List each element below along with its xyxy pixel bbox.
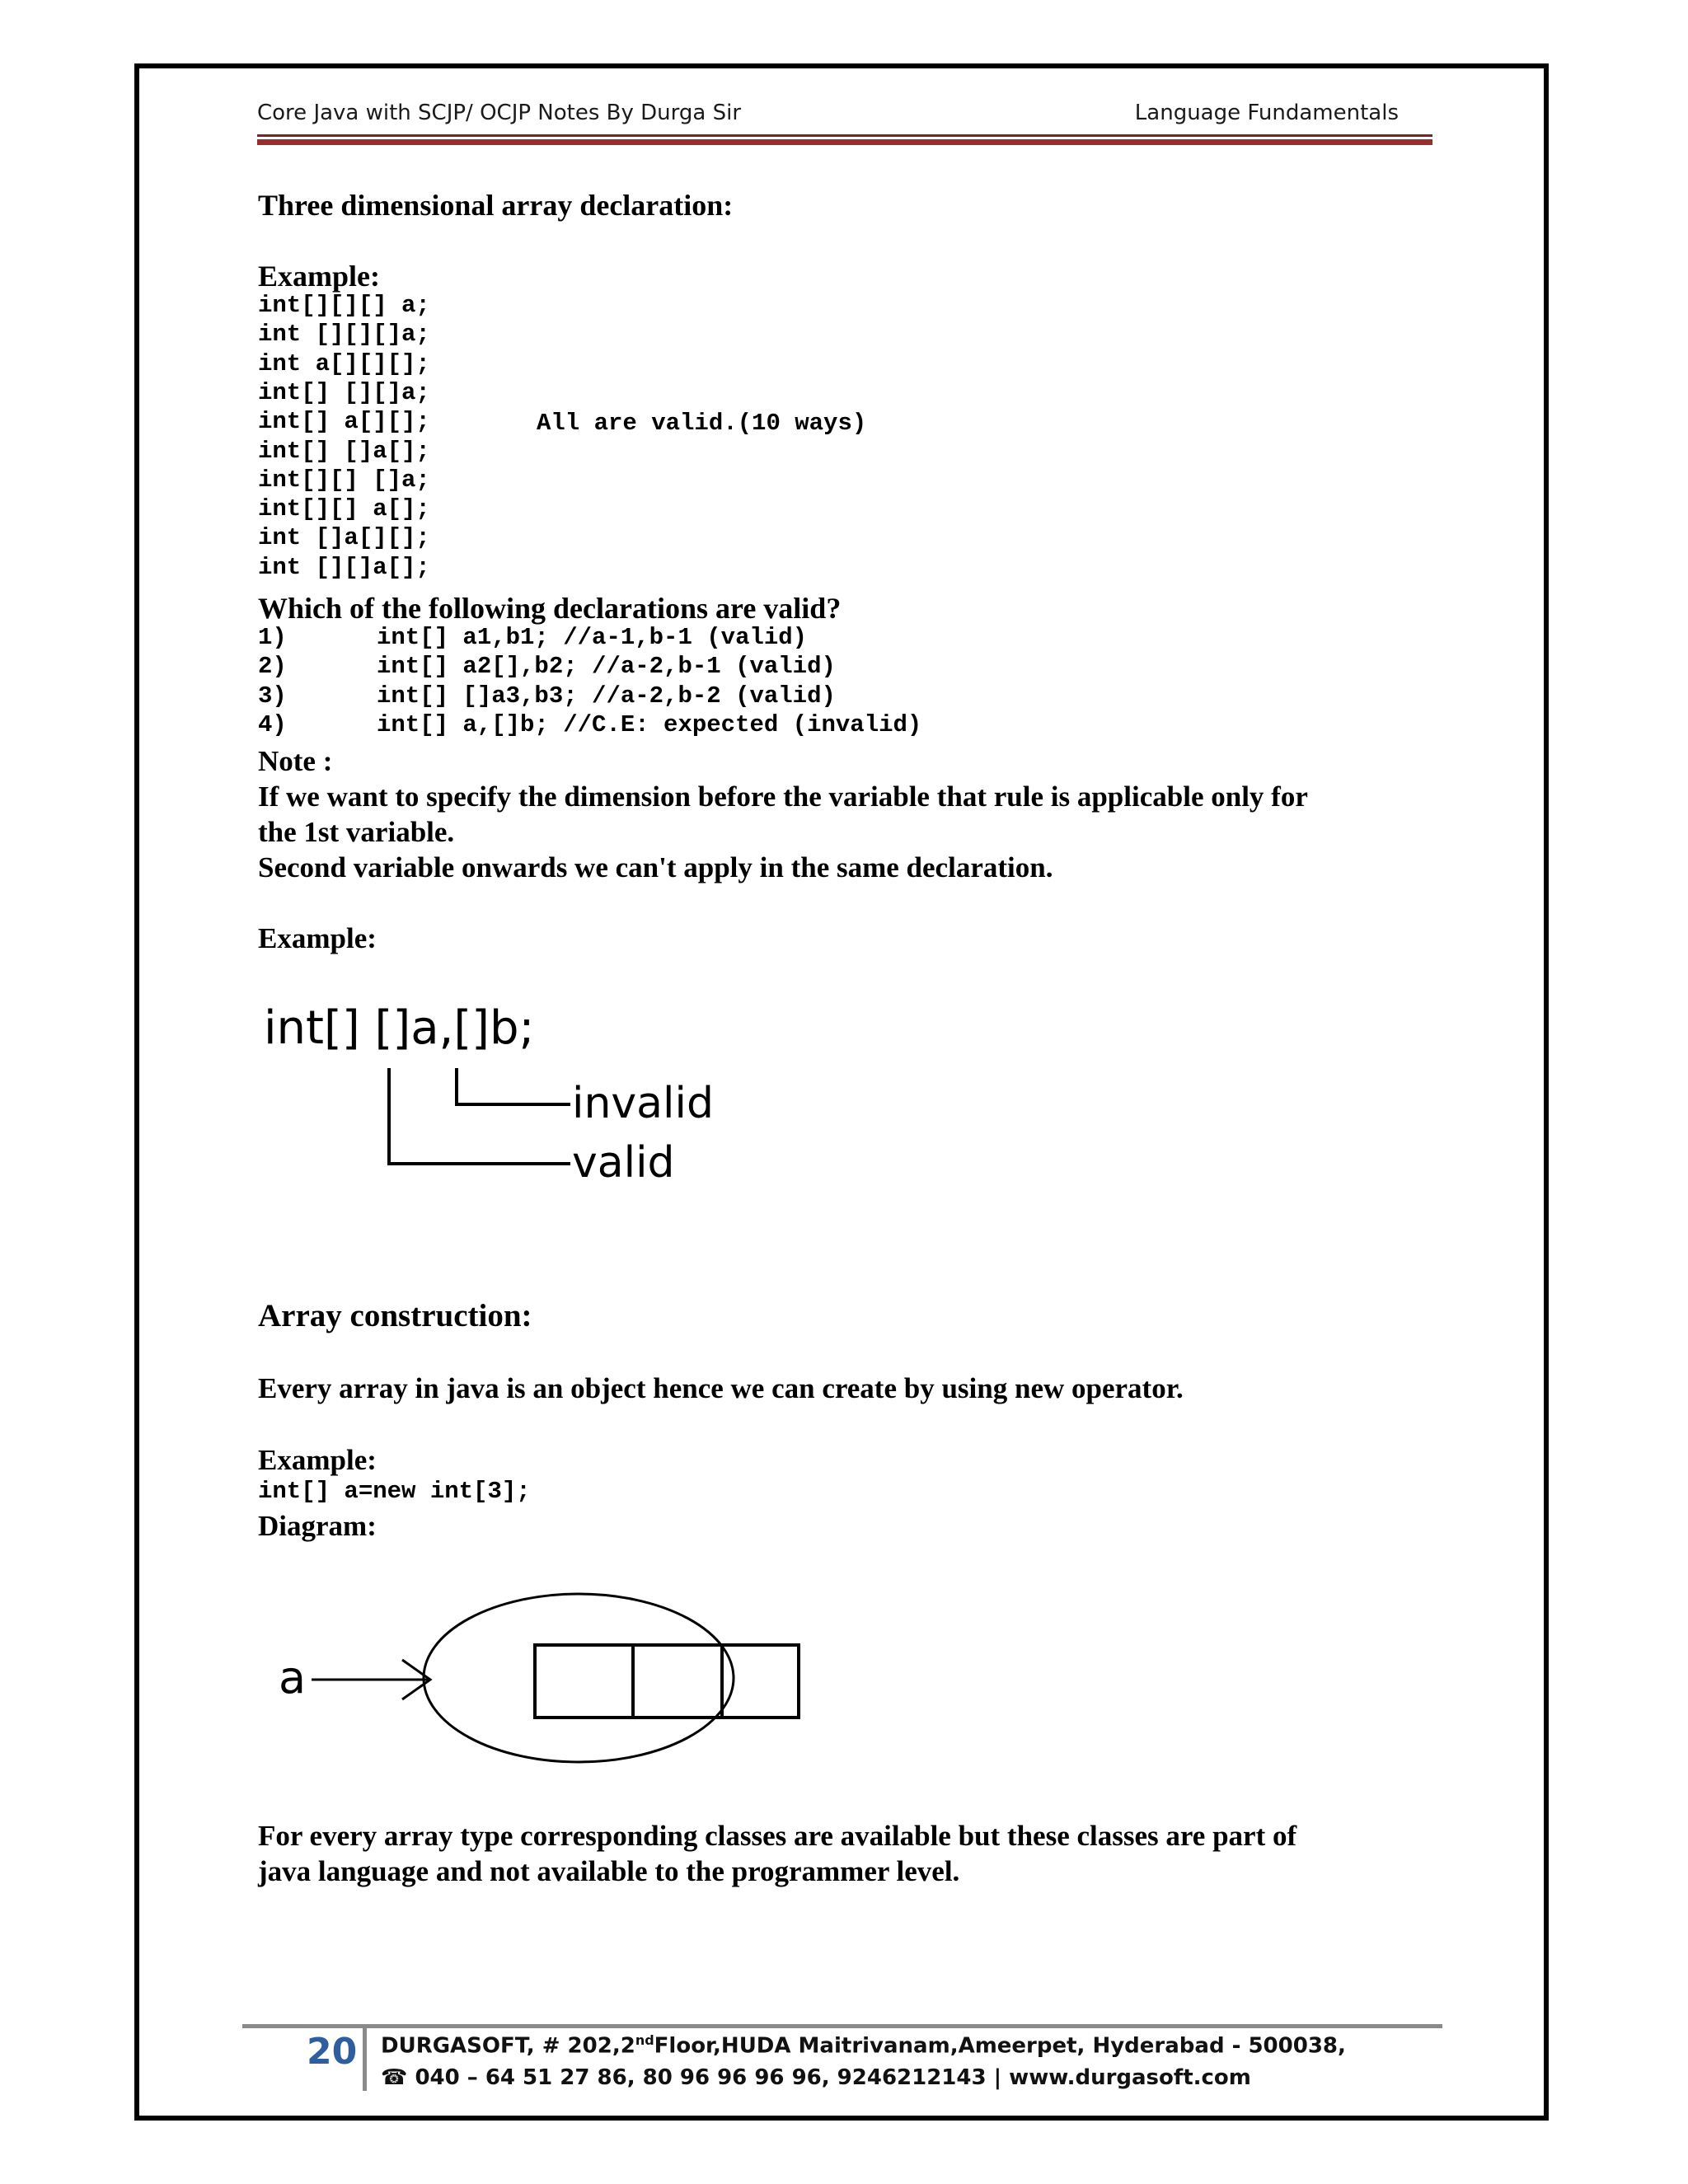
note-line-1: If we want to specify the dimension before the variable that rule is applicable only for — [258, 780, 1308, 813]
array-object-ellipse — [424, 1594, 734, 1762]
code-line: int[] [][]a; — [258, 378, 430, 406]
question-item-code: int[] a2[],b2; //a-2,b-1 (valid) — [377, 653, 836, 681]
reference-a: a — [279, 1652, 307, 1704]
question-item-code: int[] a,[]b; //C.E: expected (invalid) — [377, 710, 922, 738]
question-title: Which of the following declarations are valid? — [258, 592, 842, 625]
header-chapter-title: Language Fundamentals — [1134, 101, 1399, 125]
construction-code: int[] a=new int[3]; — [258, 1478, 531, 1505]
footer-divider — [363, 2028, 367, 2091]
array-object-text: Every array in java is an object hence we can create by using new operator. — [258, 1372, 1184, 1404]
note-line-2: the 1st variable. — [258, 816, 455, 848]
declaration-figure — [256, 997, 750, 1195]
code-line: int[] a[][]; — [258, 408, 430, 436]
question-item-code: int[] []a3,b3; //a-2,b-2 (valid) — [377, 682, 836, 710]
question-item-number: 3) — [258, 682, 287, 710]
code-line: int a[][][]; — [258, 349, 430, 377]
footer-address-pre: DURGASOFT, # 202,2 — [381, 2033, 635, 2059]
example-label-3: Example: — [258, 1444, 377, 1476]
section-title-array-construction: Array construction: — [258, 1298, 532, 1333]
phone-icon: ☎ — [381, 2065, 408, 2090]
footer-rule — [242, 2024, 1442, 2028]
page-number: 20 — [307, 2031, 358, 2073]
code-line: int []a[][]; — [258, 524, 430, 552]
code-line: int[][] []a; — [258, 466, 430, 494]
question-item-number: 1) — [258, 624, 287, 651]
array-classes-line-1: For every array type corresponding classes are available but these classes are part of — [258, 1820, 1297, 1852]
header-rule-thin — [257, 134, 1432, 137]
diagram-label: Diagram: — [258, 1510, 377, 1542]
question-item-code: int[] a1,b1; //a-1,b-1 (valid) — [377, 624, 808, 651]
figure-code: int[] []a,[]b; — [264, 1001, 535, 1055]
footer-contact — [381, 2065, 1251, 2090]
question-item-number: 2) — [258, 653, 287, 681]
array-cells-box — [535, 1645, 799, 1718]
footer-address-sup: nd — [635, 2032, 654, 2048]
code-line: int[] []a[]; — [258, 437, 430, 465]
question-item-number: 4) — [258, 710, 287, 738]
code-line: int[][][] a; — [258, 292, 430, 319]
array-classes-line-2: java language and not available to the programmer level. — [258, 1855, 960, 1887]
example-label-1: Example: — [258, 260, 380, 293]
example-label-2: Example: — [258, 922, 377, 954]
all-valid-note: All are valid.(10 ways) — [537, 410, 867, 437]
code-line: int[][] a[]; — [258, 495, 430, 523]
array-cell-dividers — [633, 1645, 722, 1718]
footer-contact-text: 040 – 64 51 27 86, 80 96 96 96 96, 9246212143 | www.durgasoft.com — [407, 2065, 1251, 2090]
section-title-3d-array: Three dimensional array declaration: — [258, 189, 734, 222]
footer-address — [381, 2032, 1346, 2059]
label-valid: valid — [572, 1138, 675, 1188]
array-diagram — [264, 1582, 890, 1788]
code-line: int [][]a[]; — [258, 553, 430, 581]
header-book-title: Core Java with SCJP/ OCJP Notes By Durga Sir — [257, 101, 742, 125]
label-invalid: invalid — [572, 1079, 714, 1128]
footer-address-post: Floor,HUDA Maitrivanam,Ameerpet, Hyderabad - 500038, — [654, 2033, 1346, 2059]
header-rule-thick — [257, 139, 1432, 145]
note-line-3: Second variable onwards we can't apply in the same declaration. — [258, 851, 1053, 883]
note-label: Note : — [258, 745, 333, 777]
code-line: int [][][]a; — [258, 321, 430, 349]
